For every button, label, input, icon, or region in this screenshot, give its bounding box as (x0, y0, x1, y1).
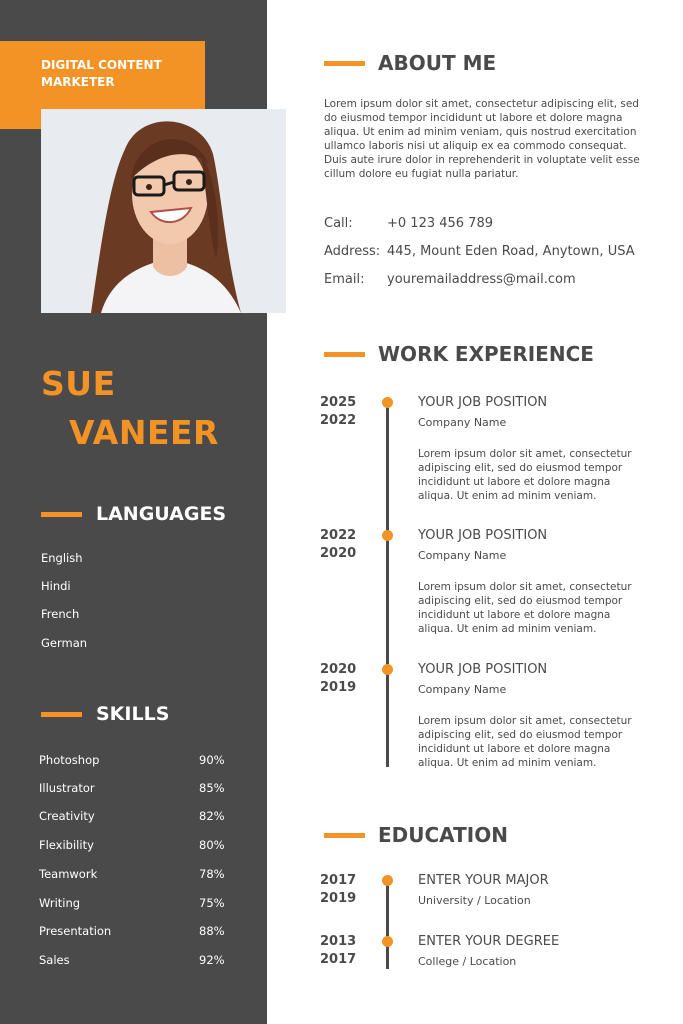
job-position: YOUR JOB POSITION (418, 528, 548, 543)
skill-name: Photoshop (39, 753, 100, 767)
education-timeline-line (386, 880, 389, 969)
skill-value: 85% (199, 781, 225, 795)
language-item: Hindi (41, 579, 71, 593)
heading-accent-bar (41, 512, 82, 517)
call-label: Call: (324, 216, 353, 231)
job-line: aliqua. Ut enim ad minim veniam. (418, 623, 597, 635)
year-start: 2020 (320, 662, 357, 677)
phone-number: +0 123 456 789 (387, 216, 493, 231)
heading-accent-bar (41, 712, 82, 717)
job-line: Lorem ipsum dolor sit amet, consectetur (418, 448, 632, 460)
language-item: English (41, 551, 83, 565)
timeline-dot (382, 397, 393, 408)
timeline-dot (382, 664, 393, 675)
job-line: adipiscing elit, sed do eiusmod tempor (418, 595, 623, 607)
work-heading-text: WORK EXPERIENCE (378, 342, 594, 366)
job-description (418, 580, 632, 636)
skill-value: 75% (199, 896, 225, 910)
skills-heading-text: SKILLS (96, 703, 170, 725)
heading-accent-bar (324, 833, 365, 838)
job-line: incididunt ut labore et dolore magna (418, 743, 611, 755)
job-line: aliqua. Ut enim ad minim veniam. (418, 757, 597, 769)
education-heading-text: EDUCATION (378, 823, 508, 847)
education-place: University / Location (418, 894, 531, 907)
about-line: cillum dolore eu fugiat nulla pariatur. (324, 168, 519, 180)
job-line: adipiscing elit, sed do eiusmod tempor (418, 729, 623, 741)
year-end: 2020 (320, 546, 357, 561)
education-place: College / Location (418, 955, 517, 968)
skill-name: Flexibility (39, 838, 94, 852)
profile-photo (41, 109, 286, 313)
email-value: youremailaddress@mail.com (387, 272, 576, 287)
skill-name: Creativity (39, 809, 95, 823)
skill-value: 82% (199, 809, 225, 823)
job-title-line-2: MARKETER (41, 75, 115, 89)
year-start: 2025 (320, 395, 357, 410)
skill-name: Writing (39, 896, 81, 910)
year-start: 2017 (320, 873, 357, 888)
year-end: 2017 (320, 952, 357, 967)
about-line: Duis aute irure dolor in reprehenderit in voluptate velit esse (324, 154, 640, 166)
job-position: YOUR JOB POSITION (418, 662, 548, 677)
timeline-dot (382, 530, 393, 541)
year-start: 2013 (320, 934, 357, 949)
about-text (324, 97, 640, 181)
year-end: 2022 (320, 413, 357, 428)
job-line: incididunt ut labore et dolore magna (418, 609, 611, 621)
education-title: ENTER YOUR MAJOR (418, 873, 549, 888)
job-line: Lorem ipsum dolor sit amet, consectetur (418, 715, 632, 727)
year-end: 2019 (320, 680, 357, 695)
job-position: YOUR JOB POSITION (418, 395, 548, 410)
language-item: French (41, 607, 80, 621)
job-line: aliqua. Ut enim ad minim veniam. (418, 490, 597, 502)
about-line: do eiusmod tempor incididunt ut labore et dolore magna (324, 112, 623, 124)
education-title: ENTER YOUR DEGREE (418, 934, 560, 949)
skill-value: 88% (199, 924, 225, 938)
education-years (320, 933, 356, 969)
about-line: Lorem ipsum dolor sit amet, consectetur adipiscing elit, sed (324, 98, 639, 110)
company-name: Company Name (418, 416, 507, 429)
skill-name: Teamwork (39, 867, 98, 881)
languages-heading-text: LANGUAGES (96, 503, 227, 525)
job-description (418, 714, 632, 770)
skill-name: Sales (39, 953, 70, 967)
timeline-dot (382, 936, 393, 947)
first-name: SUE (41, 364, 116, 403)
company-name: Company Name (418, 683, 507, 696)
heading-accent-bar (324, 352, 365, 357)
about-line: ullamco laboris nisi ut aliquip ex ea commodo consequat. (324, 140, 627, 152)
job-line: adipiscing elit, sed do eiusmod tempor (418, 462, 623, 474)
skill-value: 92% (199, 953, 225, 967)
company-name: Company Name (418, 549, 507, 562)
profile-photo-illustration (41, 109, 286, 313)
address-value: 445, Mount Eden Road, Anytown, USA (387, 244, 635, 259)
email-label: Email: (324, 272, 365, 287)
year-start: 2022 (320, 528, 357, 543)
about-line: aliqua. Ut enim ad minim veniam, quis nostrud exercitation (324, 126, 637, 138)
language-item: German (41, 636, 88, 650)
work-years (320, 527, 356, 563)
job-line: incididunt ut labore et dolore magna (418, 476, 611, 488)
job-title (41, 57, 162, 91)
heading-accent-bar (324, 61, 365, 66)
skill-value: 90% (199, 753, 225, 767)
work-years (320, 661, 356, 697)
education-years (320, 872, 356, 908)
year-end: 2019 (320, 891, 357, 906)
work-years (320, 394, 356, 430)
work-timeline-line (386, 402, 389, 767)
last-name: VANEER (69, 413, 219, 452)
job-title-line-1: DIGITAL CONTENT (41, 58, 162, 72)
about-heading-text: ABOUT ME (378, 51, 497, 75)
skill-value: 78% (199, 867, 225, 881)
timeline-dot (382, 875, 393, 886)
skill-name: Presentation (39, 924, 112, 938)
job-line: Lorem ipsum dolor sit amet, consectetur (418, 581, 632, 593)
job-description (418, 447, 632, 503)
skill-name: Illustrator (39, 781, 95, 795)
skill-value: 80% (199, 838, 225, 852)
address-label: Address: (324, 244, 381, 259)
